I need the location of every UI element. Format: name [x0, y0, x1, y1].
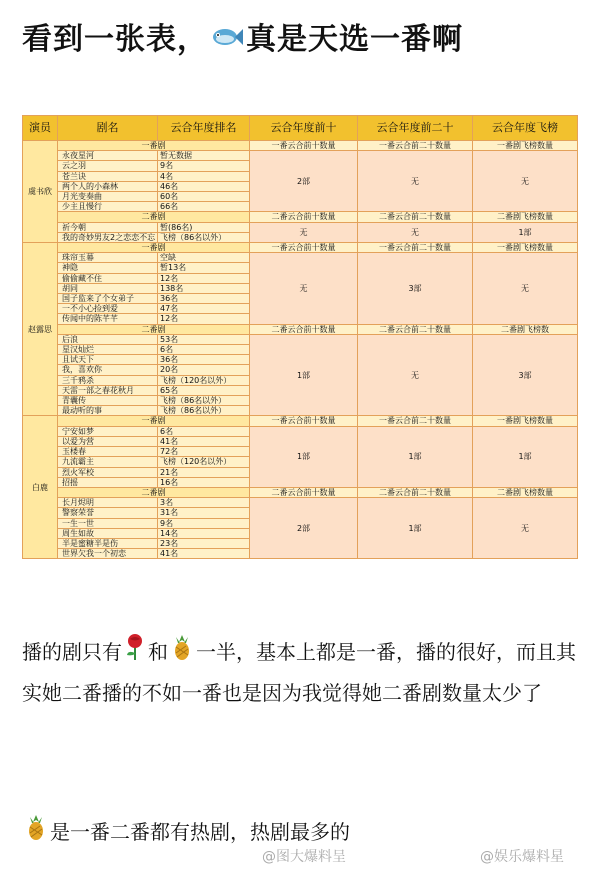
- section-stat-value: 1部: [473, 426, 578, 487]
- headline-text-2: 真是天选一番啊: [246, 22, 463, 57]
- drama-rank: 72名: [158, 447, 250, 457]
- section-stat-label: 一番云合前十数量: [250, 141, 358, 151]
- pineapple-icon: [24, 813, 48, 854]
- section-stat-label: 一番云合前十数量: [250, 243, 358, 253]
- drama-rank: 飞榜（86名以外）: [158, 406, 250, 416]
- section-stat-label: 二番云合前二十数量: [358, 487, 473, 497]
- drama-title: 宁安如梦: [58, 426, 158, 436]
- drama-rank: 12名: [158, 273, 250, 283]
- drama-title: 最动听的事: [58, 406, 158, 416]
- section-stat-label: 二番剧飞榜数量: [473, 487, 578, 497]
- drama-rank: 16名: [158, 477, 250, 487]
- section-stat-label: 二番云合前十数量: [250, 324, 358, 334]
- table-row: [23, 426, 578, 436]
- section-title: 二番剧: [58, 324, 250, 334]
- drama-title: 传闻中的陈芊芊: [58, 314, 158, 324]
- drama-rank: 47名: [158, 304, 250, 314]
- section-header-row: [23, 324, 578, 334]
- drama-rank: 9名: [158, 161, 250, 171]
- section-title: 二番剧: [58, 212, 250, 222]
- drama-rank: 20名: [158, 365, 250, 375]
- drama-title: 星汉灿烂: [58, 345, 158, 355]
- actor-name: 赵露思: [23, 243, 58, 416]
- drama-rank: 14名: [158, 528, 250, 538]
- drama-rank: 暂(86名): [158, 222, 250, 232]
- section-stat-value: 1部: [250, 334, 358, 416]
- table-row: [23, 253, 578, 263]
- drama-title: 三千鸦杀: [58, 375, 158, 385]
- drama-title: 一生一世: [58, 518, 158, 528]
- drama-rank: 6名: [158, 426, 250, 436]
- watermark-right: @娱乐爆料星: [480, 849, 564, 865]
- drama-rank: 36名: [158, 294, 250, 304]
- drama-title: 且试天下: [58, 355, 158, 365]
- drama-title: 招摇: [58, 477, 158, 487]
- table-row: [23, 498, 578, 508]
- section-stat-label: 一番剧飞榜数量: [473, 416, 578, 426]
- paragraph-part-3: 一半，基本上都是一番，播的很好，而且其实她二番播的不如一番也是因为我觉得她二番剧数量太少了: [22, 640, 576, 705]
- section-stat-value: 3部: [473, 334, 578, 416]
- section-stat-value: 无: [473, 498, 578, 559]
- drama-rank: 9名: [158, 518, 250, 528]
- drama-rank: 31名: [158, 508, 250, 518]
- section-header-row: [23, 212, 578, 222]
- section-stat-value: 无: [250, 253, 358, 324]
- section-header-row: [23, 141, 578, 151]
- drama-title: 珠帘玉幕: [58, 253, 158, 263]
- drama-title: 永夜星河: [58, 151, 158, 161]
- drama-title: 月光变奏曲: [58, 192, 158, 202]
- drama-title: 少主且慢行: [58, 202, 158, 212]
- header-actor: 演员: [23, 116, 58, 141]
- rose-icon: [124, 633, 146, 674]
- drama-rank: 暂13名: [158, 263, 250, 273]
- section-title: 二番剧: [58, 487, 250, 497]
- drama-rank: 12名: [158, 314, 250, 324]
- section-header-row: [23, 416, 578, 426]
- drama-title: 烈火军校: [58, 467, 158, 477]
- section-stat-value: 1部: [250, 426, 358, 487]
- drama-title: 祈今朝: [58, 222, 158, 232]
- section-stat-label: 一番云合前二十数量: [358, 243, 473, 253]
- headline-text-1: 看到一张表，: [22, 22, 208, 57]
- section-title: 一番剧: [58, 416, 250, 426]
- drama-title: 长月烬明: [58, 498, 158, 508]
- drama-rank: 21名: [158, 467, 250, 477]
- pineapple-icon: [170, 633, 194, 674]
- drama-title: 半是蜜糖半是伤: [58, 538, 158, 548]
- section-title: 一番剧: [58, 141, 250, 151]
- section-header-row: [23, 487, 578, 497]
- section-header-row: [23, 243, 578, 253]
- actor-name: 白鹿: [23, 416, 58, 559]
- section-stat-label: 二番云合前二十数量: [358, 324, 473, 334]
- drama-rank: 36名: [158, 355, 250, 365]
- drama-title: 后浪: [58, 334, 158, 344]
- comment-paragraph: [22, 633, 582, 713]
- drama-rank: 66名: [158, 202, 250, 212]
- section-stat-label: 一番云合前二十数量: [358, 416, 473, 426]
- drama-rank: 46名: [158, 181, 250, 191]
- section-stat-value: 1部: [358, 498, 473, 559]
- drama-title: 玉楼春: [58, 447, 158, 457]
- section-stat-value: 无: [473, 253, 578, 324]
- section-stat-label: 二番剧飞榜数: [473, 324, 578, 334]
- drama-title: 国子监来了个女弟子: [58, 294, 158, 304]
- drama-rank: 65名: [158, 385, 250, 395]
- section-stat-value: 2部: [250, 498, 358, 559]
- drama-title: 警察荣誉: [58, 508, 158, 518]
- section-stat-label: 二番剧飞榜数量: [473, 212, 578, 222]
- drama-title: 世界欠我一个初恋: [58, 549, 158, 559]
- drama-title: 我的奇妙男友2之恋恋不忘: [58, 232, 158, 242]
- paragraph-part-2: 和: [148, 640, 168, 664]
- section-stat-label: 二番云合前十数量: [250, 487, 358, 497]
- drama-title: 我，喜欢你: [58, 365, 158, 375]
- drama-rank: 138名: [158, 283, 250, 293]
- section-stat-value: 无: [358, 222, 473, 242]
- table-header-row: [23, 116, 578, 141]
- section-stat-label: 一番剧飞榜数量: [473, 141, 578, 151]
- section-stat-label: 一番剧飞榜数量: [473, 243, 578, 253]
- watermark-left: @图大爆料呈: [262, 849, 346, 865]
- drama-rank: 53名: [158, 334, 250, 344]
- drama-rank: 60名: [158, 192, 250, 202]
- drama-title: 两个人的小森林: [58, 181, 158, 191]
- section-stat-value: 1部: [358, 426, 473, 487]
- section-stat-value: 无: [358, 151, 473, 212]
- drama-ranking-table: [22, 115, 578, 559]
- section-title: 一番剧: [58, 243, 250, 253]
- actor-name: 虞书欣: [23, 141, 58, 243]
- table-row: [23, 334, 578, 344]
- section-stat-label: 二番云合前十数量: [250, 212, 358, 222]
- drama-rank: 4名: [158, 171, 250, 181]
- section-stat-value: 无: [473, 151, 578, 212]
- drama-title: 青囊传: [58, 396, 158, 406]
- drama-rank: 飞榜（120名以外）: [158, 375, 250, 385]
- drama-title: 偷偷藏不住: [58, 273, 158, 283]
- drama-title: 以爱为营: [58, 436, 158, 446]
- drama-rank: 3名: [158, 498, 250, 508]
- drama-title: 九流霸主: [58, 457, 158, 467]
- table-row: [23, 222, 578, 232]
- section-stat-label: 二番云合前二十数量: [358, 212, 473, 222]
- drama-title: 天雷一部之春花秋月: [58, 385, 158, 395]
- header-rank: 云合年度排名: [158, 116, 250, 141]
- drama-title: 胡同: [58, 283, 158, 293]
- drama-rank: 41名: [158, 436, 250, 446]
- section-stat-label: 一番云合前十数量: [250, 416, 358, 426]
- fish-icon: [210, 23, 244, 58]
- table-row: [23, 151, 578, 161]
- headline: [22, 14, 582, 58]
- drama-rank: 41名: [158, 549, 250, 559]
- header-drama: 剧名: [58, 116, 158, 141]
- drama-title: 云之羽: [58, 161, 158, 171]
- drama-rank: 飞榜（86名以外）: [158, 396, 250, 406]
- section-stat-value: 3部: [358, 253, 473, 324]
- drama-rank: 暂无数据: [158, 151, 250, 161]
- paragraph-part-1: 播的剧只有: [22, 640, 122, 664]
- drama-rank: 飞榜（120名以外）: [158, 457, 250, 467]
- drama-rank: 空缺: [158, 253, 250, 263]
- drama-rank: 飞榜（86名以外）: [158, 232, 250, 242]
- drama-rank: 6名: [158, 345, 250, 355]
- section-stat-value: 1部: [473, 222, 578, 242]
- section-stat-label: 一番云合前二十数量: [358, 141, 473, 151]
- drama-title: 苍兰诀: [58, 171, 158, 181]
- drama-title: 神隐: [58, 263, 158, 273]
- section-stat-value: 2部: [250, 151, 358, 212]
- drama-title: 一不小心捡到爱: [58, 304, 158, 314]
- drama-title: 周生如故: [58, 528, 158, 538]
- header-top10: 云合年度前十: [250, 116, 358, 141]
- header-flyboard: 云合年度飞榜: [473, 116, 578, 141]
- header-top20: 云合年度前二十: [358, 116, 473, 141]
- drama-rank: 23名: [158, 538, 250, 548]
- paragraph-2-text: 是一番二番都有热剧，热剧最多的: [50, 820, 350, 844]
- section-stat-value: 无: [358, 334, 473, 416]
- section-stat-value: 无: [250, 222, 358, 242]
